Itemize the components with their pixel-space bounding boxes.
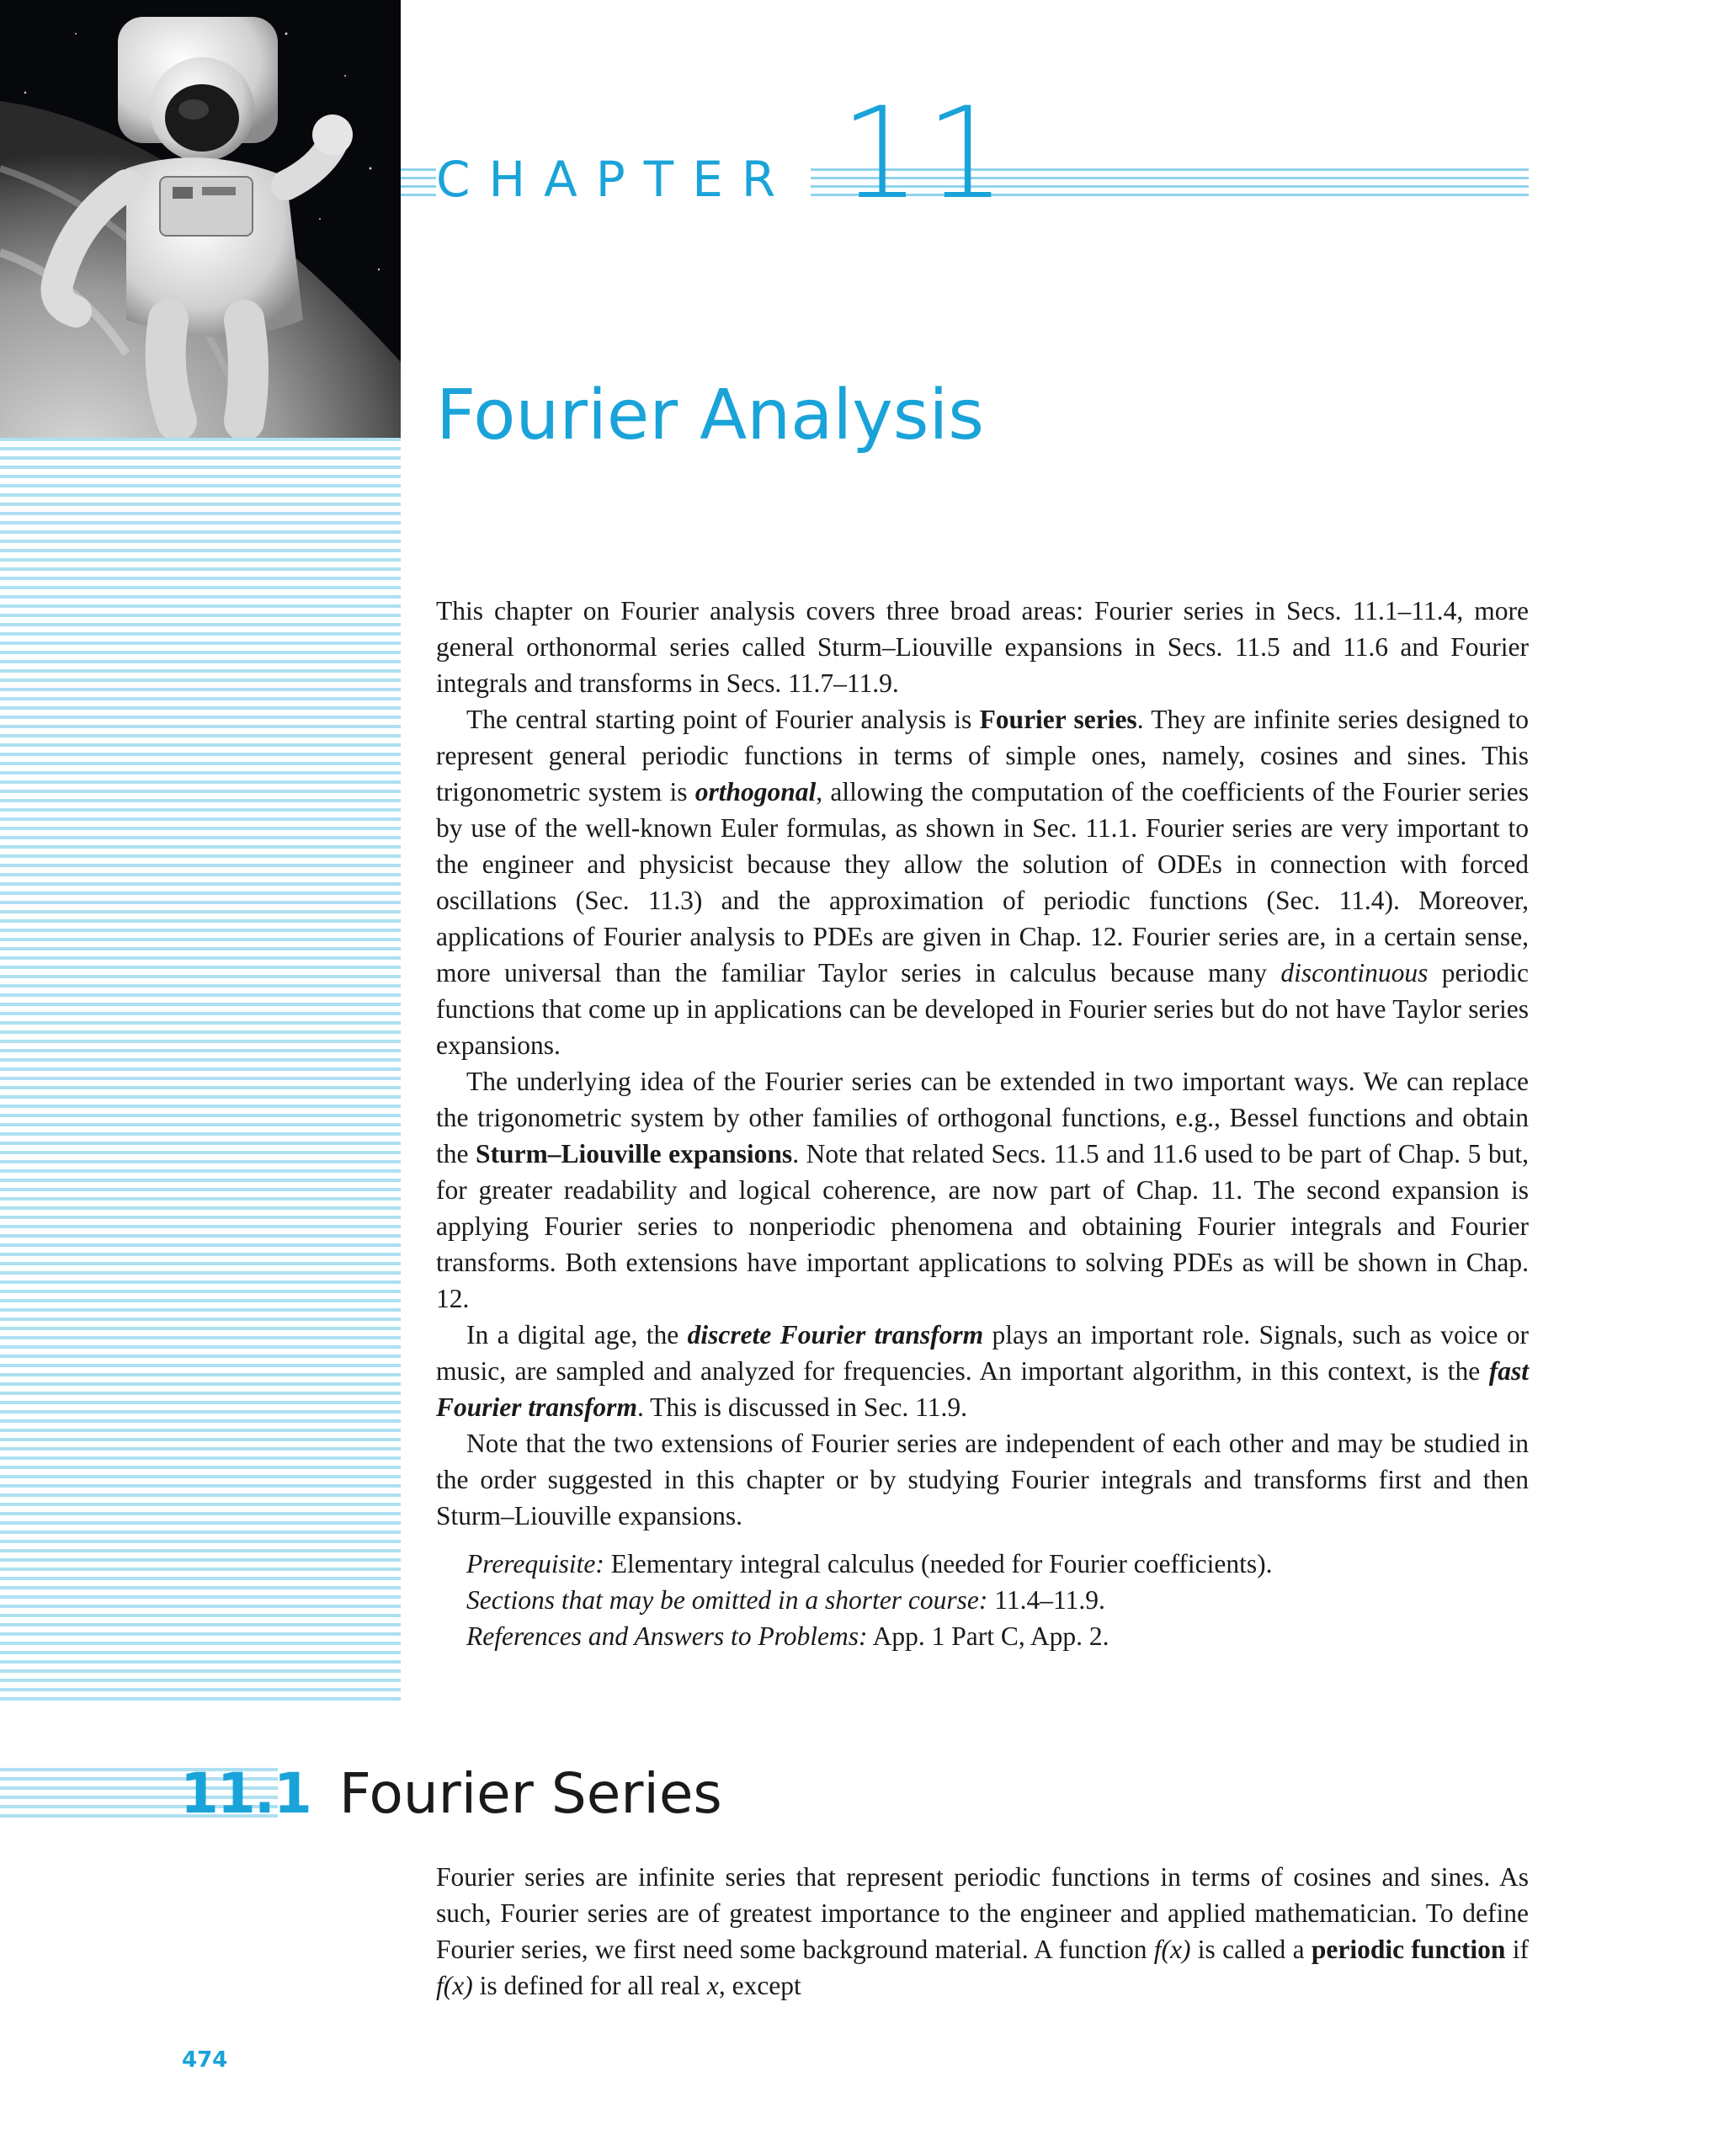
math-fx: f(x) <box>436 1971 473 2000</box>
intro-paragraph <box>436 701 1529 1063</box>
text-run: In a digital age, the <box>466 1320 688 1349</box>
text-run: . They are infinite series designed to represent general periodic functions in terms of simple ones, namely, cosines and sines. This trigonometric system is <box>436 705 1529 807</box>
term-orthogonal: orthogonal <box>694 777 817 807</box>
text-run: is defined for all real <box>472 1971 707 2000</box>
text-run: if <box>1505 1935 1529 1964</box>
prerequisite-text: Elementary integral calculus (needed for Fourier coefficients). <box>604 1549 1273 1578</box>
section-title: Fourier Series <box>338 1761 722 1826</box>
references-label: References and Answers to Problems: <box>466 1621 868 1651</box>
references-line <box>436 1618 1529 1654</box>
term-discontinuous: discontinuous <box>1280 958 1429 988</box>
term-fft: fast Fourier transform <box>436 1356 1529 1422</box>
text-run: Fourier series are infinite series that represent periodic functions in terms of cosines and sines. As such, Fourier series are of greatest importance to the engineer and applied mathematician. To define Fourier series, we first need some background material. A function <box>436 1862 1529 1964</box>
text-run: , except <box>718 1971 801 2000</box>
chapter-number: 11 <box>840 81 1011 227</box>
math-x: x <box>706 1971 719 2000</box>
text-run: . Note that related Secs. 11.5 and 11.6 used to be part of Chap. 5 but, for greater readability and logical coherence, are now part of Chap. 11. The second expansion is applying Fourier series to nonperiodic phenomena and obtaining Fourier integrals and Fourier transforms. Both extensions have important applications to solving PDEs as will be shown in Chap. 12. <box>436 1139 1530 1313</box>
page-number: 474 <box>182 2047 228 2073</box>
term-fourier-series: Fourier series <box>979 705 1137 734</box>
math-fx: f(x) <box>1153 1935 1191 1964</box>
chapter-label: CHAPTER <box>436 150 811 209</box>
references-text: App. 1 Part C, App. 2. <box>867 1621 1109 1651</box>
section-heading <box>180 1761 722 1829</box>
intro-paragraph: Note that the two extensions of Fourier series are independent of each other and may be studied in the order suggested in this chapter or by studying Fourier integrals and transforms first and then Sturm–Liouville expansions. <box>436 1429 1529 1530</box>
omit-line <box>436 1582 1529 1618</box>
term-dft: discrete Fourier transform <box>687 1320 984 1349</box>
section-paragraph <box>436 1859 1529 2004</box>
intro-paragraph <box>436 1063 1529 1317</box>
text-run: . This is discussed in Sec. 11.9. <box>636 1392 967 1422</box>
prerequisite-line <box>436 1546 1529 1582</box>
section-number: 11.1 <box>180 1761 311 1826</box>
astronaut-photo <box>0 0 401 438</box>
text-run: periodic functions that come up in applications can be developed in Fourier series but do not have Taylor series expansions. <box>436 958 1529 1060</box>
prerequisites-block <box>436 1546 1529 1654</box>
chapter-intro <box>436 593 1529 1654</box>
chapter-title: Fourier Analysis <box>436 375 984 455</box>
intro-paragraph <box>436 1317 1529 1425</box>
text-run: plays an important role. Signals, such as voice or music, are sampled and analyzed for frequencies. An important algorithm, in this context, is the <box>436 1320 1530 1386</box>
term-sturm-liouville: Sturm–Liouville expansions <box>476 1139 793 1168</box>
omit-text: 11.4–11.9. <box>987 1585 1105 1615</box>
term-periodic-function: periodic function <box>1311 1935 1506 1964</box>
omit-label: Sections that may be omitted in a shorter course: <box>466 1585 988 1615</box>
text-run: is called a <box>1190 1935 1312 1964</box>
intro-paragraph: This chapter on Fourier analysis covers three broad areas: Fourier series in Secs. 11.1–11.4, more general orthonormal series called Sturm–Liouville expansions in Secs. 11.5 and 11.6 and Fourier integrals and transforms in Secs. 11.7–11.9. <box>436 596 1529 698</box>
decorative-stripes-left <box>0 438 401 1701</box>
text-run: The central starting point of Fourier analysis is <box>466 705 980 734</box>
prerequisite-label: Prerequisite: <box>466 1549 604 1578</box>
text-run: , allowing the computation of the coefficients of the Fourier series by use of the well-known Euler formulas, as shown in Sec. 11.1. Fourier series are very important to the engineer and physicist because they allow the solution of ODEs in connection with forced oscillations (Sec. 11.3) and the approximation of periodic functions (Sec. 11.4). Moreover, applications of Fourier analysis to PDEs are given in Chap. 12. Fourier series are, in a certain sense, more universal than the familiar Taylor series in calculus because many <box>436 777 1530 988</box>
text-run: The underlying idea of the Fourier series can be extended in two important ways. We can replace the trigonometric system by other families of orthogonal functions, e.g., Bessel functions and obtain the <box>436 1067 1529 1168</box>
